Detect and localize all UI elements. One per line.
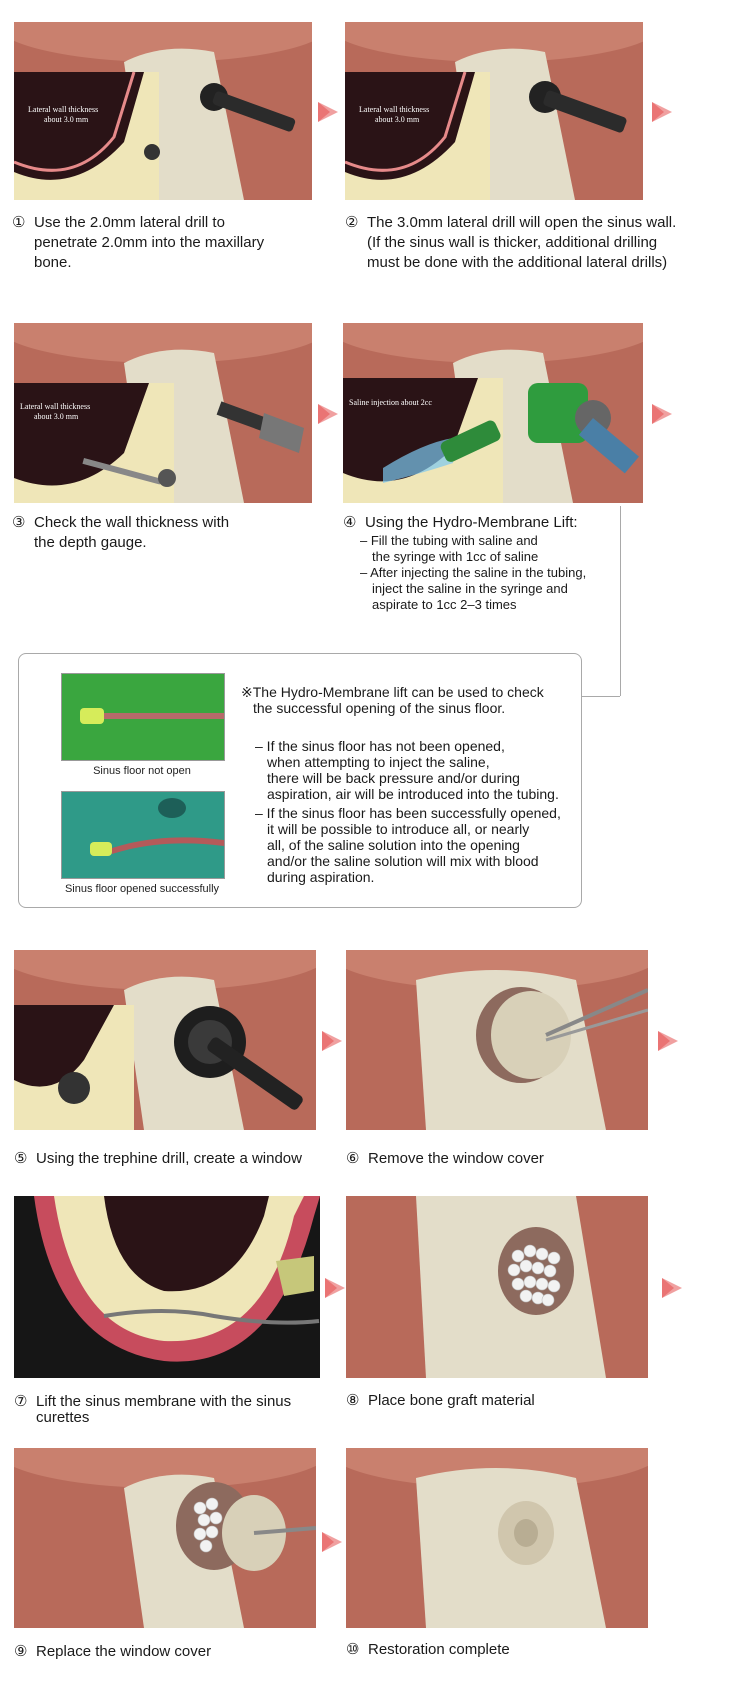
step-10-image [346,1448,648,1628]
arrow-right-icon [658,1031,678,1051]
thumb-2-caption: Sinus floor opened successfully [64,883,220,895]
step-4-overlay-1: Saline injection about 2cc [349,398,432,407]
step-2-caption: ② The 3.0mm lateral drill will open the sinus wall. (If the sinus wall is thicker, additional drilling must be done with the additional lateral drills) [345,214,677,271]
step-8-caption: ⑧ Place bone graft material [346,1392,535,1409]
step-5-image [14,950,316,1130]
step-3-overlay-1: Lateral wall thickness [20,402,91,411]
step-3-caption: ③ Check the wall thickness with the depth gauge. [12,514,230,551]
step-1-image [14,22,312,200]
arrow-right-icon [318,404,338,424]
step-3-overlay-2: about 3.0 mm [34,412,79,421]
step-4-caption: ④ Using the Hydro-Membrane Lift: [343,514,578,531]
arrow-right-icon [322,1532,342,1552]
hydro-membrane-note [18,653,582,908]
step-9-image [14,1448,316,1628]
step-7-caption: ⑦ Lift the sinus membrane with the sinus curettes [14,1393,292,1426]
note-heading: ※The Hydro-Membrane lift can be used to check the successful opening of the sinus floor. [241,684,544,716]
step-2-overlay-1: Lateral wall thickness [359,105,430,114]
arrow-right-icon [318,102,338,122]
step-6-caption: ⑥ Remove the window cover [346,1150,544,1167]
note-bullet-1: – If the sinus floor has not been opened, when attempting to inject the saline, there will be back pressure and/or during aspiration, air will be introduced into the tubing. [255,738,559,802]
arrow-right-icon [652,102,672,122]
step-6-image [346,950,648,1130]
step-8-image [346,1196,648,1378]
arrow-right-icon [325,1278,345,1298]
step-1-overlay-2: about 3.0 mm [44,115,89,124]
step-1-caption: ① Use the 2.0mm lateral drill to penetrate 2.0mm into the maxillary bone. [12,214,265,271]
step-10-caption: ⑩ Restoration complete [346,1641,510,1658]
thumb-sinus-opened [61,791,225,879]
step-4-sublist: – Fill the tubing with saline and the syringe with 1cc of saline – After injecting the saline in the tubing, inject the saline in the syringe and aspirate to 1cc 2–3 times [360,533,587,612]
step-2-overlay-2: about 3.0 mm [375,115,420,124]
step-7-image [14,1196,320,1378]
note-bullet-2: – If the sinus floor has been successfully opened, it will be possible to introduce all, or nearly all, of the saline solution into the opening and/or the saline solution will mix with blood during aspiration. [255,805,561,885]
step-2-image [345,22,643,200]
arrow-right-icon [652,404,672,424]
note-connector [580,506,621,696]
step-9-caption: ⑨ Replace the window cover [14,1643,212,1660]
thumb-sinus-not-open [61,673,225,761]
step-4-image [343,323,643,503]
arrow-right-icon [322,1031,342,1051]
step-1-overlay-1: Lateral wall thickness [28,105,99,114]
step-5-caption: ⑤ Using the trephine drill, create a window [14,1150,302,1167]
note-connector-horizontal [580,696,620,697]
step-3-image [14,323,312,503]
thumb-1-caption: Sinus floor not open [93,765,191,777]
arrow-right-icon [662,1278,682,1298]
